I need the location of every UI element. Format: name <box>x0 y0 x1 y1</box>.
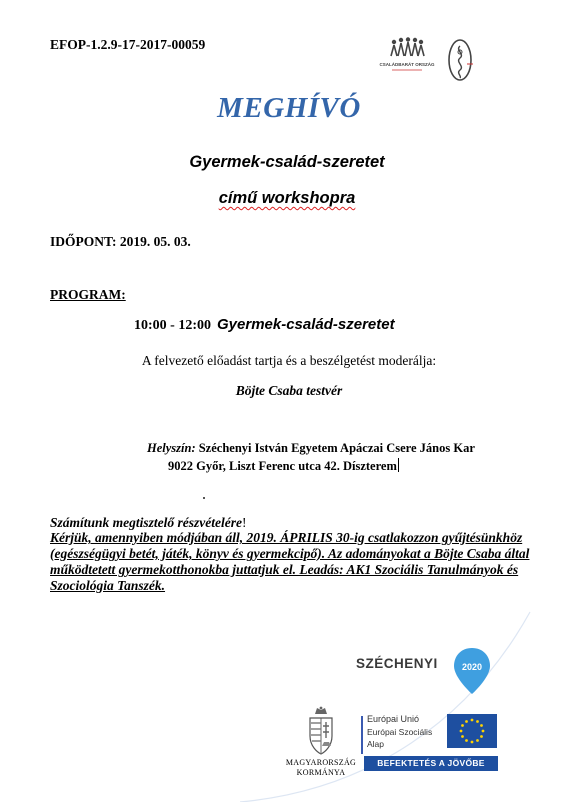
speaker-name: Böjte Csaba testvér <box>235 383 343 398</box>
eu-flag-icon <box>447 714 497 748</box>
venue-institution: Széchenyi István Egyetem Apáczai Csere János Kar <box>198 441 475 455</box>
workshop-title: Gyermek-család-szeretet <box>189 153 385 171</box>
session-time: 10:00 - 12:00 <box>134 318 211 333</box>
program-heading: PROGRAM: <box>50 287 126 302</box>
hungarian-coat-of-arms-icon <box>303 706 339 756</box>
eu-label-1: Európai Unió <box>367 714 420 724</box>
project-code: EFOP-1.2.9-17-2017-00059 <box>50 37 206 52</box>
date-value: 2019. 05. 03. <box>119 234 191 249</box>
invitation-title: MEGHÍVÓ <box>217 92 361 124</box>
eu-divider <box>361 716 363 754</box>
thanks-line <box>50 515 247 531</box>
szechenyi-2020-pin-icon <box>452 646 492 696</box>
date-label: IDŐPONT: <box>50 234 117 249</box>
venue-line-1 <box>147 441 475 456</box>
session-line <box>134 316 395 334</box>
eu-label-3: Alap <box>367 739 385 749</box>
family-logo-text: CSALÁDBARÁT ORSZÁG <box>379 62 435 67</box>
invest-in-future-banner: BEFEKTETÉS A JÖVŐBE <box>364 756 498 771</box>
venue-address: 9022 Győr, Liszt Ferenc utca 42. Díszterem <box>168 459 397 473</box>
government-line-2: KORMÁNYA <box>296 768 346 777</box>
thanks-text: Számítunk megtisztelő részvételére <box>50 515 242 530</box>
donation-request: Kérjük, amennyiben módjában áll, 2019. ÁPRILIS 30-ig csatlakozzon gyűjtésünkhöz (egészségügyi betét, játék, könyv és gyermekcipő). Az adományokat a Böjte Csaba által működtetett gyermekotthonokba juttatjuk el. Leadás: AK1 Szociális Tanulmányok és Szociológia Tanszék. <box>50 530 530 593</box>
venue-line-2 <box>168 458 399 474</box>
venue-label: Helyszín: <box>147 441 196 455</box>
government-line-1: MAGYARORSZÁG <box>285 758 357 767</box>
szechenyi-label: SZÉCHENYI <box>356 656 438 671</box>
workshop-subtitle-text: című workshopra <box>218 189 356 207</box>
date-line <box>50 234 191 250</box>
szechenyi-year: 2020 <box>461 662 483 672</box>
ministry-swirl-logo <box>447 38 473 82</box>
stray-dot <box>203 497 205 499</box>
thanks-mark: ! <box>242 515 247 530</box>
eu-label-2: Európai Szociális <box>367 727 433 737</box>
text-cursor <box>398 458 399 472</box>
family-friendly-logo <box>379 36 435 76</box>
session-title: Gyermek-család-szeretet <box>217 316 395 333</box>
speaker-intro: A felvezető előadást tartja és a beszélgetést moderálja: <box>141 353 437 368</box>
workshop-subtitle <box>0 189 574 208</box>
